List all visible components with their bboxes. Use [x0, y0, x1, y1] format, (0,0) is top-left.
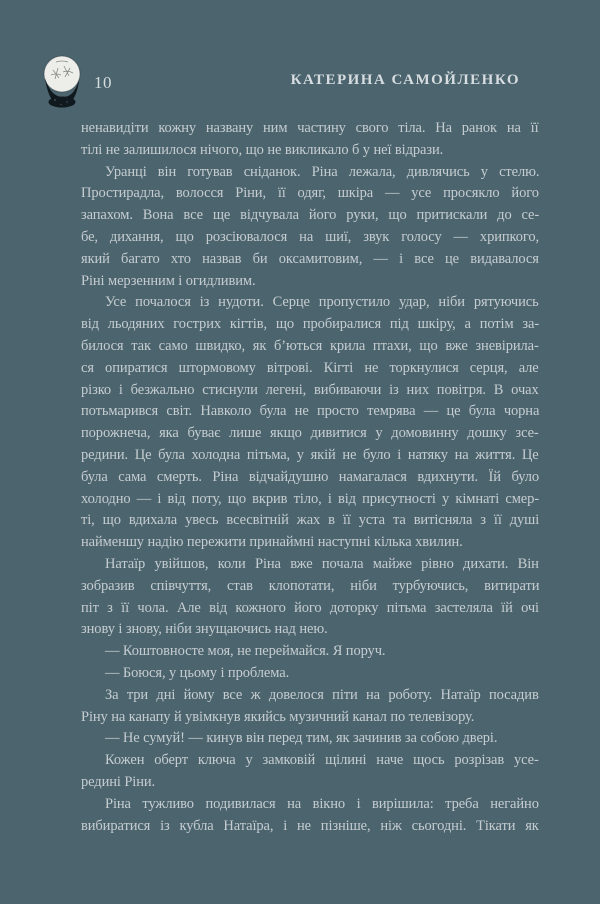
text-line: різко і безжально стиснули легені, вибиваючи із них повітря. В очах [81, 381, 539, 398]
text-line: — Боюся, у цьому і проблема. [105, 664, 290, 681]
text-line: від льодяних гострих кігтів, що пробиралися під шкіру, а потім за- [81, 316, 540, 333]
text-line: Кожен оберт ключа у замковій щілині наче щось розрізав усе- [105, 752, 539, 769]
text-line: За три дні йому все ж довелося піти на роботу. Натаїр посадив [105, 686, 539, 703]
text-line: Уранці він готував сніданок. Ріна лежала, дивлячись у стелю. [105, 163, 540, 180]
text-line: знову і знову, ніби знущаючись над нею. [81, 621, 328, 638]
text-line: Усе почалося із нудоти. Серце пропустило удар, ніби рятуючись [105, 294, 539, 311]
text-line: запахом. Вона все ще відчувала його руки, що притискали до се- [81, 207, 540, 224]
text-line: бе, дихання, що розсіювалося на шиї, звук голосу — хрипкого, [81, 228, 540, 245]
text-column [81, 118, 539, 837]
text-line: Простирадла, волосся Ріни, її одяг, шкіра — усе просякло його [81, 185, 539, 202]
text-line: Ріні мерзенним і огидливим. [81, 272, 256, 289]
text-line: піт з її чола. Але від кожного його доторку пітьма застеляла їй очі [81, 599, 539, 616]
text-line: ся опиратися штормовому вітрові. Кігті не торкнулися серця, але [81, 359, 539, 376]
text-line: Натаїр увійшов, коли Ріна вже почала майже рівно дихати. Він [105, 555, 539, 572]
text-line: найменшу надію пережити принаймні наступні кілька хвилин. [81, 534, 463, 551]
text-line: вибиратися із кубла Натаїра, і не пізніше, ніж сьогодні. Тікати як [81, 817, 539, 834]
text-line: редини. Це була холодна пітьма, у якій не було і натяку на життя. Це [81, 446, 539, 463]
text-line: — Коштовносте моя, не переймайся. Я поруч. [105, 643, 386, 660]
text-line: Ріну на канапу й увімкнув якийсь музичний канал по телевізору. [81, 708, 475, 725]
text-line: була сама смерть. Ріна відчайдушно намагалася вдихнути. Їй було [81, 468, 539, 485]
text-line: ненавидіти кожну названу ним частину свого тіла. На ранок на її [81, 120, 539, 136]
running-title: КАТЕРИНА САМОЙЛЕНКО [290, 72, 520, 88]
text-line: — Не сумуй! — кинув він перед тим, як зачинив за собою двері. [105, 730, 498, 747]
page-header [42, 50, 540, 112]
text-line: Ріна тужливо подивилася на вікно і вирішила: треба негайно [105, 795, 539, 812]
text-line: тілі не залишилося нічого, що не викликало б у неї відрази. [81, 141, 444, 158]
text-line: зобразив співчуття, став клопотати, ніби турбуючись, витирати [81, 577, 540, 594]
moon-icon [42, 52, 82, 110]
text-line: редині Ріни. [81, 773, 156, 790]
text-line: порожнеча, яка буває лише якщо дивитися у домовинну дошку зсе- [81, 425, 539, 442]
page-number: 10 [94, 73, 112, 92]
text-line: потьмарився світ. Навколо була не просто темрява — це була чорна [81, 403, 540, 420]
text-line: який багато хто назвав би оксамитовим, — і все це видавалося [81, 250, 539, 267]
text-line: холодно — і від поту, що вкрив тіло, і від присутності у кімнаті смер- [81, 490, 539, 507]
text-line: билося так само швидко, як б’ються крила птахи, що вже зневірила- [81, 337, 539, 354]
text-line: ті, що вдихала увесь всесвітній жах в її уста та витісняла з її душі [81, 512, 540, 529]
